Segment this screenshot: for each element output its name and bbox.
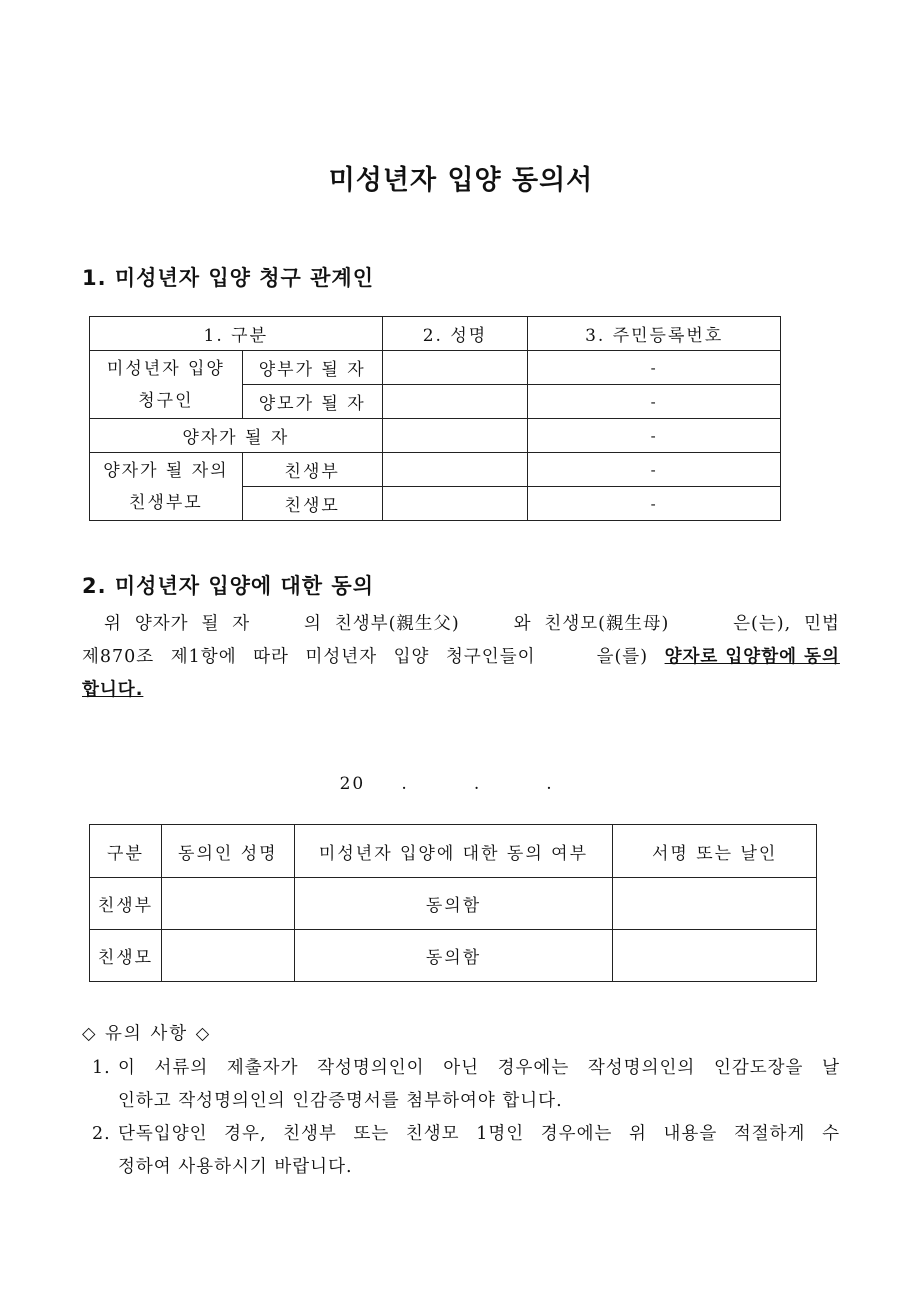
word: 친생모 <box>405 1124 460 1144</box>
signature-cell[interactable] <box>613 930 817 982</box>
note-line: 정하여 사용하시기 바랍니다. <box>118 1157 353 1177</box>
birth-parents-label-line2: 친생부모 <box>129 492 203 513</box>
table-row <box>90 419 781 453</box>
adoptive-father-rrn-cell[interactable]: - <box>528 351 781 385</box>
word: 인감도장을 <box>713 1058 804 1078</box>
section1-heading: 1. 미성년자 입양 청구 관계인 <box>82 266 374 290</box>
notes-title: ◇ 유의 사항 ◇ <box>82 1024 212 1044</box>
date-sep: . <box>473 774 482 794</box>
word: 친생부 <box>283 1124 337 1144</box>
adoptive-mother-rrn-cell[interactable]: - <box>528 385 781 419</box>
table-header-row <box>90 825 817 878</box>
consent-line-2 <box>82 641 840 674</box>
word: 와 <box>513 614 532 634</box>
header-category: 1. 구분 <box>90 317 383 351</box>
list-item <box>92 1118 840 1184</box>
word: 작성명의인이 <box>317 1058 425 1078</box>
word: 제출자가 <box>226 1058 299 1078</box>
consenter-name-cell[interactable] <box>161 930 294 982</box>
note-number: 1. <box>92 1058 111 1078</box>
signature-cell[interactable] <box>613 878 817 930</box>
adoptive-mother-label: 양모가 될 자 <box>242 385 382 419</box>
table-row <box>90 878 817 930</box>
word: 이 <box>118 1058 136 1078</box>
adoptee-rrn-cell[interactable]: - <box>528 419 781 453</box>
header-signature: 서명 또는 날인 <box>613 825 817 878</box>
word: 제870조 <box>82 647 155 667</box>
petitioner-group-label <box>90 351 243 419</box>
word: 적절하게 <box>733 1124 806 1144</box>
word: 은(는), <box>733 614 792 634</box>
date-sep: . <box>401 774 409 794</box>
date-year-prefix[interactable]: 20 <box>339 774 366 794</box>
date-line <box>0 774 922 794</box>
word: 1명인 <box>476 1124 525 1144</box>
word: 위 <box>629 1124 647 1144</box>
word: 또는 <box>353 1124 390 1144</box>
word: 민법 <box>804 614 840 634</box>
word: 될 <box>201 614 220 634</box>
note-line <box>118 1118 840 1151</box>
word: 날 <box>822 1058 840 1078</box>
note-line: 인하고 작성명의인의 인감증명서를 첨부하여야 합니다. <box>118 1091 563 1111</box>
word: 작성명의인의 <box>587 1058 696 1078</box>
document-title: 미성년자 입양 동의서 <box>328 165 594 196</box>
note-line <box>118 1052 840 1085</box>
birth-father-rrn-cell[interactable]: - <box>528 453 781 487</box>
word: 을(를) <box>596 647 649 667</box>
header-consent: 미성년자 입양에 대한 동의 여부 <box>294 825 613 878</box>
header-name: 2. 성명 <box>382 317 528 351</box>
word: 서류의 <box>154 1058 209 1078</box>
word: 입양 <box>393 647 430 667</box>
adoptive-mother-name-cell[interactable] <box>382 385 528 419</box>
word: 단독입양인 <box>118 1124 208 1144</box>
row-type: 친생모 <box>90 930 162 982</box>
table-row <box>90 453 781 487</box>
birth-mother-name-cell[interactable] <box>382 487 528 521</box>
word: 자 <box>232 614 251 634</box>
consent-status: 동의함 <box>294 930 613 982</box>
word: 제1항에 <box>170 647 237 667</box>
section2-heading: 2. 미성년자 입양에 대한 동의 <box>82 574 374 598</box>
row-type: 친생부 <box>90 878 162 930</box>
consent-statement <box>82 608 840 707</box>
word: 양자가 <box>134 614 189 634</box>
adoptive-father-name-cell[interactable] <box>382 351 528 385</box>
word: 친생부(親生父) <box>334 614 460 634</box>
note-number: 2. <box>92 1124 111 1144</box>
word: 친생모(親生母) <box>544 614 670 634</box>
birth-father-label: 친생부 <box>242 453 382 487</box>
date-sep: . <box>546 774 554 794</box>
word: 청구인들이 <box>445 647 536 667</box>
consent-emphasis: 양자로 입양함에 동의 <box>664 647 840 667</box>
table-row <box>90 351 781 385</box>
word: 미성년자 <box>305 647 378 667</box>
consent-status: 동의함 <box>294 878 613 930</box>
list-item <box>92 1052 840 1118</box>
header-type: 구분 <box>90 825 162 878</box>
header-rrn: 3. 주민등록번호 <box>528 317 781 351</box>
notes-list <box>92 1052 840 1184</box>
adoptee-label: 양자가 될 자 <box>90 419 383 453</box>
word: 수 <box>822 1124 840 1144</box>
consent-emphasis-end: 합니다. <box>82 680 144 700</box>
petitioner-label-line2: 청구인 <box>138 390 194 411</box>
word: 경우에는 <box>497 1058 570 1078</box>
header-consenter-name: 동의인 성명 <box>161 825 294 878</box>
table-header-row <box>90 317 781 351</box>
adoptive-father-label: 양부가 될 자 <box>242 351 382 385</box>
adoptee-name-cell[interactable] <box>382 419 528 453</box>
word: 의 <box>304 614 322 634</box>
word: 경우, <box>224 1124 267 1144</box>
table-row <box>90 930 817 982</box>
birth-mother-label: 친생모 <box>242 487 382 521</box>
consent-line-3 <box>82 674 840 707</box>
relations-table <box>89 316 781 521</box>
word: 아닌 <box>443 1058 479 1078</box>
word: 따라 <box>253 647 289 667</box>
word: 위 <box>104 614 122 634</box>
word: 경우에는 <box>540 1124 613 1144</box>
word: 내용을 <box>663 1124 718 1144</box>
birth-mother-rrn-cell[interactable]: - <box>528 487 781 521</box>
petitioner-label-line1: 미성년자 입양 <box>106 358 225 379</box>
consent-table <box>89 824 817 982</box>
birth-parents-label-line1: 양자가 될 자의 <box>103 460 229 481</box>
consenter-name-cell[interactable] <box>161 878 294 930</box>
birth-father-name-cell[interactable] <box>382 453 528 487</box>
consent-line-1 <box>82 608 840 641</box>
birth-parents-group-label <box>90 453 243 521</box>
